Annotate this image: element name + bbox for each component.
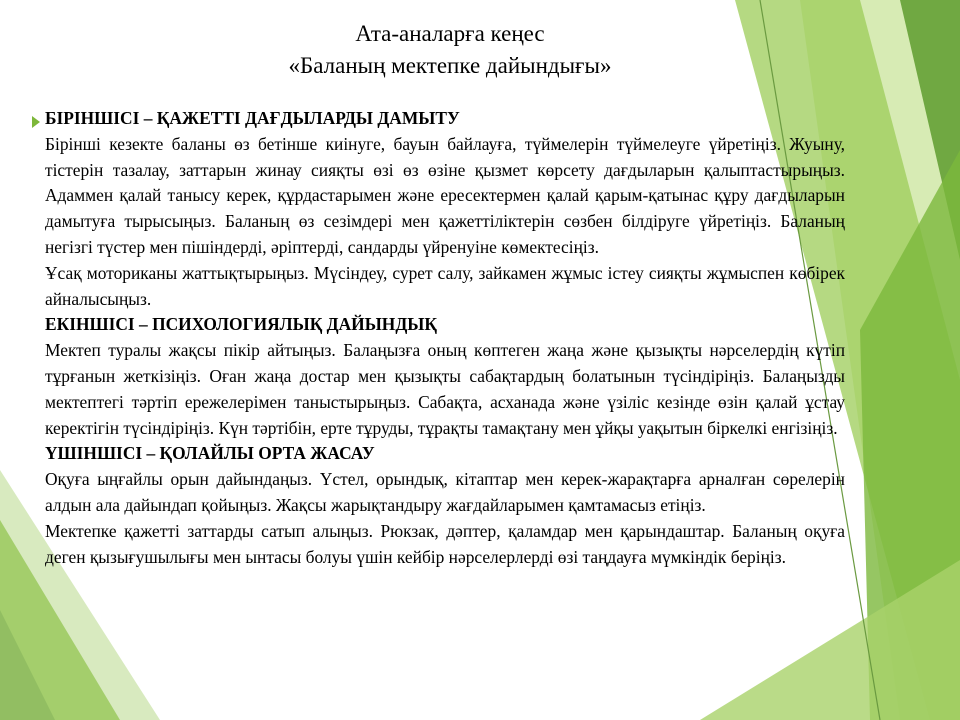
section-3-paragraph-2: Мектепке қажетті заттарды сатып алыңыз. Рюкзак, дәптер, қаламдар мен қарындаштар. Баланың оқуға деген қызығушылығы мен ынтасы болуы үшін кейбір нәрселерлерді өзі таңдауға мүмкіндік беріңіз.: [45, 520, 845, 567]
section-1-paragraph-2: Ұсақ моториканы жаттықтырыңыз. Мүсіндеу, сурет салу, зайкамен жұмыс істеу сияқты жұмыспен көбірек айналысыңыз.: [45, 262, 845, 309]
bullet-arrow-icon: [32, 116, 40, 128]
section-2-paragraph-1: Мектеп туралы жақсы пікір айтыңыз. Балаңызға оның көптеген жаңа және қызықты нәрселердің күтіп тұрғанын жеткізіңіз. Оған жаңа достар мен қызықты сабақтардың болатынын түсіндіріңіз. Балаңызды мектептегі тәртіп ережелерімен таныстырыңыз. Сабақта, асханада және үзіліс кезінде өзін қалай ұстау керектігін түсіндіріңіз. Күн тәртібін, ерте тұруды, тұрақты тамақтану мен ұйқы уақытын біркелкі енгізіңіз.: [45, 340, 845, 438]
title-line-1: Ата-аналарға кеңес: [355, 21, 545, 46]
advice-content: [45, 106, 845, 570]
section-1-paragraph-1: Бірінші кезекте баланы өз бетінше киінуге, бауын байлауға, түймелерін түймелеуге үйретіңіз. Жуыну, тістерін тазалау, заттарын жинау сияқты өзі өз өзіне қызмет көрсету дағдыларын қалыптастырыңыз. Адаммен қалай танысу керек, құрдастарымен және ересектермен қалай қарым-қатынас құру дағдыларын дамытуға тырысыңыз. Баланың өз сезімдері мен қажеттіліктерін сөзбен білдіруге үйретіңіз. Баланың негізгі түстер мен пішіндерді, әріптерді, сандарды үйренуіне көмектесіңіз.: [45, 133, 845, 257]
section-heading-1: БІРІНШІСІ – ҚАЖЕТТІ ДАҒДЫЛАРДЫ ДАМЫТУ: [45, 108, 460, 128]
section-heading-3: ҮШІНШІСІ – ҚОЛАЙЛЫ ОРТА ЖАСАУ: [45, 443, 375, 464]
slide-title: [200, 18, 700, 82]
section-3-paragraph-1: Оқуға ыңғайлы орын дайындаңыз. Үстел, орындық, кітаптар мен керек-жарақтарға арналған сөрелерін алдын ала дайындап қойыңыз. Жақсы жарықтандыру жағдайларымен қамтамасыз етіңіз.: [45, 469, 845, 515]
right-bottom-shape: [700, 560, 960, 720]
title-line-2: «Баланың мектепке дайындығы»: [288, 53, 612, 78]
section-heading-2: ЕКІНШІСІ – ПСИХОЛОГИЯЛЫҚ ДАЙЫНДЫҚ: [45, 314, 437, 335]
